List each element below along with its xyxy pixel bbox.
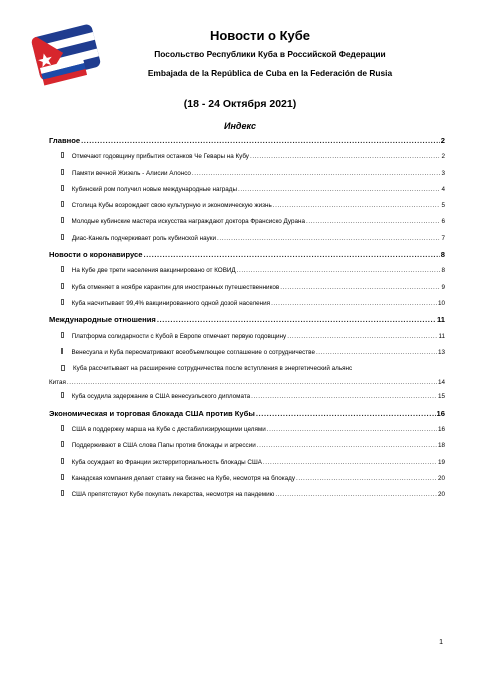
bullet-icon — [61, 266, 64, 272]
toc-page-number: 10 — [437, 299, 445, 307]
toc-page-number: 2 — [440, 136, 445, 145]
toc-page-number: 14 — [437, 379, 445, 387]
toc-page-number: 20 — [437, 491, 445, 499]
toc-page-number: 16 — [437, 426, 445, 434]
toc-entry-title: США в поддержку марша на Кубе с дестабилизирующими целями — [71, 426, 266, 434]
toc-entry-title: Кубинский ром получил новые международные награды — [71, 185, 237, 193]
toc-page-number: 20 — [437, 474, 445, 482]
leader-dots — [238, 182, 440, 198]
toc-page-number: 13 — [437, 348, 445, 356]
bullet-icon — [61, 169, 64, 175]
bullet-icon — [61, 365, 65, 371]
bullet-icon — [61, 474, 64, 480]
toc-page-number: 18 — [437, 442, 445, 450]
toc-entry-title: Поддерживают в США слова Папы против блокады и агрессии — [71, 442, 256, 450]
toc-section-title: Новости о коронавирусе — [49, 250, 143, 260]
toc-entry-title: Венесуэла и Куба пересматривают всеобъемлющее соглашение о сотрудничестве — [71, 348, 315, 356]
table-of-contents — [49, 133, 445, 504]
toc-entry[interactable] — [49, 166, 445, 182]
toc-entry[interactable] — [49, 422, 445, 438]
toc-entry[interactable] — [49, 263, 445, 279]
toc-section-coronavirus[interactable] — [49, 247, 445, 263]
bullet-icon — [61, 458, 64, 464]
embassy-name-ru: Посольство Республики Куба в Российской Федерации — [154, 49, 386, 59]
toc-entry-title: Канадская компания делает ставку на бизнес на Кубе, несмотря на блокаду — [71, 474, 295, 482]
toc-entry-title: Куба осудила задержание в США венесуэльского дипломата — [71, 393, 251, 401]
leader-dots — [316, 345, 437, 361]
bullet-icon — [61, 392, 64, 398]
toc-entry[interactable] — [49, 280, 445, 296]
leader-dots — [143, 247, 439, 263]
toc-page-number: 8 — [440, 250, 445, 260]
bullet-icon — [61, 283, 64, 289]
toc-page-number: 6 — [441, 218, 445, 226]
leader-dots — [263, 455, 437, 471]
leader-dots — [267, 422, 437, 438]
toc-entry-title: На Кубе две трети населения вакцинировано от КОВИД — [71, 267, 236, 275]
toc-entry[interactable] — [49, 149, 445, 165]
leader-dots — [273, 198, 441, 214]
bullet-icon — [61, 201, 64, 207]
toc-entry[interactable] — [49, 329, 445, 345]
toc-entry-title: Платформа солидарности с Кубой в Европе отмечает первую годовщину — [71, 332, 287, 340]
toc-page-number: 9 — [441, 283, 445, 291]
leader-dots — [280, 280, 440, 296]
leader-dots — [256, 406, 436, 422]
date-range: (18 - 24 Октября 2021) — [183, 98, 297, 110]
leader-dots — [306, 214, 441, 230]
toc-entry[interactable] — [49, 487, 445, 503]
toc-entry-title: Отмечают годовщину прибытия останков Че Гевары на Кубу — [71, 153, 249, 161]
toc-page-number: 4 — [441, 185, 445, 193]
leader-dots — [275, 487, 437, 503]
toc-section-main[interactable] — [49, 133, 445, 149]
toc-entry-title: Диас-Канель подчеркивает роль кубинской науки — [71, 234, 217, 242]
toc-page-number: 16 — [436, 408, 445, 418]
toc-page-number: 5 — [441, 202, 445, 210]
leader-dots — [192, 166, 441, 182]
toc-entry-title: Столица Кубы возрождает свою культурную и экономическую жизнь — [71, 202, 272, 210]
toc-entry-title: Куба насчитывает 99,4% вакцинированного одной дозой населения — [71, 299, 271, 307]
bullet-icon — [61, 299, 64, 305]
leader-dots — [237, 263, 441, 279]
page-number: 1 — [439, 639, 443, 646]
index-heading: Индекс — [223, 121, 257, 131]
bullet-icon — [61, 217, 64, 223]
bullet-icon — [61, 425, 64, 431]
toc-entry[interactable] — [49, 471, 445, 487]
toc-entry[interactable] — [49, 296, 445, 312]
bullet-icon — [61, 332, 64, 338]
leader-dots — [287, 329, 437, 345]
bullet-icon — [61, 185, 64, 191]
leader-dots — [257, 438, 437, 454]
leader-dots — [81, 133, 440, 149]
toc-entry[interactable] — [49, 345, 445, 361]
toc-section-blockade[interactable] — [49, 406, 445, 422]
toc-section-title: Главное — [49, 136, 81, 145]
leader-dots — [67, 377, 437, 389]
bullet-icon — [61, 441, 64, 447]
leader-dots — [271, 296, 437, 312]
toc-entry[interactable] — [49, 389, 445, 405]
toc-entry-title: Памяти вечной Жизель - Алисии Алонсо — [71, 169, 191, 177]
toc-section-title: Международные отношения — [49, 315, 156, 325]
toc-entry-title-continued: Китая — [49, 379, 66, 387]
toc-entry[interactable] — [49, 438, 445, 454]
toc-entry-title: Куба рассчитывает на расширение сотрудничества после вступления в энергетический альянс — [73, 365, 353, 373]
toc-entry-title: Молодые кубинские мастера искусства награждают доктора Франсиско Дурана — [71, 218, 305, 226]
leader-dots — [250, 149, 441, 165]
toc-page-number: 3 — [441, 169, 445, 177]
toc-page-number: 8 — [441, 267, 445, 275]
document-title: Новости о Кубе — [209, 28, 311, 43]
toc-entry-title: Куба отменяет в ноябре карантин для иностранных путешественников — [71, 283, 280, 291]
toc-page-number: 19 — [437, 458, 445, 466]
toc-entry-title: Куба осуждает во Франции экстерриториальность блокады США — [71, 458, 262, 466]
leader-dots — [217, 231, 440, 247]
toc-page-number: 7 — [441, 234, 445, 242]
toc-page-number: 11 — [436, 315, 445, 325]
toc-entry-title: США препятствуют Кубе покупать лекарства, несмотря на пандемию — [71, 491, 275, 499]
toc-entry[interactable] — [49, 182, 445, 198]
leader-dots — [251, 389, 437, 405]
embassy-name-es: Embajada de la República de Cuba en la Federación de Rusia — [147, 68, 393, 78]
toc-page-number: 15 — [437, 393, 445, 401]
toc-section-title: Экономическая и торговая блокада США против Кубы — [49, 408, 255, 418]
bullet-icon — [61, 490, 64, 496]
toc-section-international[interactable] — [49, 312, 445, 328]
toc-page-number: 2 — [441, 153, 445, 161]
toc-page-number: 11 — [438, 332, 445, 340]
toc-entry[interactable] — [49, 231, 445, 247]
toc-entry[interactable] — [49, 455, 445, 471]
bullet-icon — [61, 234, 64, 240]
toc-entry[interactable] — [49, 214, 445, 230]
leader-dots — [157, 312, 436, 328]
toc-entry-wrapped[interactable] — [49, 361, 445, 389]
leader-dots — [296, 471, 437, 487]
bullet-icon — [61, 348, 63, 354]
toc-entry[interactable] — [49, 198, 445, 214]
bullet-icon — [61, 152, 64, 158]
